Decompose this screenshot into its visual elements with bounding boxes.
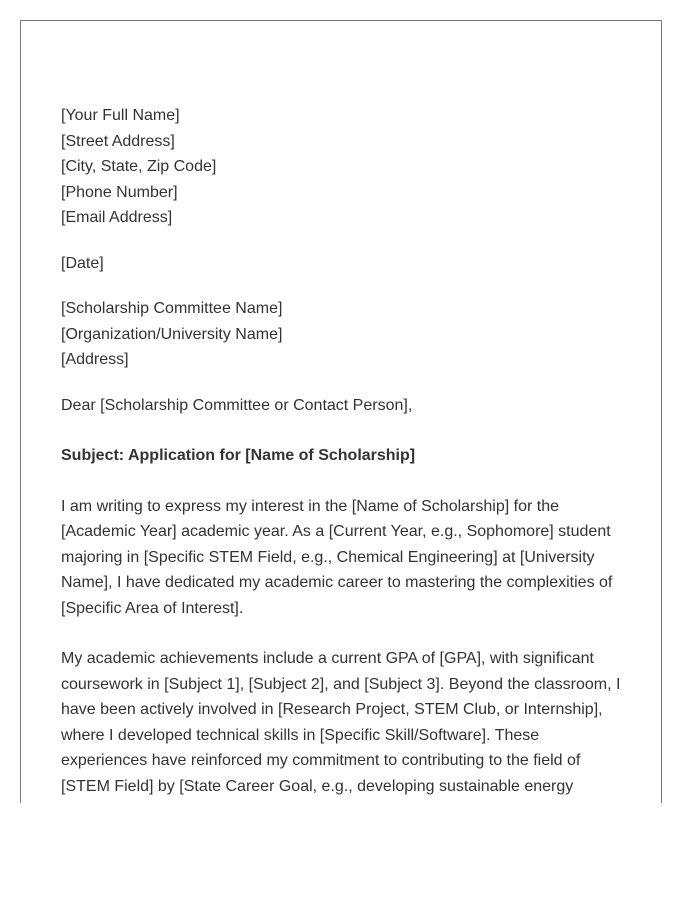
recipient-committee: [Scholarship Committee Name]: [61, 300, 283, 317]
body-paragraph-1: I am writing to express my interest in the [Name of Scholarship] for the [Academic Year] academic year. As a [Current Year, e.g., Sophomore] student majoring in [Specific STEM Field, e.g., Chemical Engineering] at [University Name], I have dedicated my academic career to mastering the complexities of [Specific Area of Interest].: [61, 497, 613, 617]
date-block: [61, 251, 628, 277]
sender-phone: [Phone Number]: [61, 183, 178, 201]
recipient-address: [Address]: [61, 351, 129, 368]
subject-line: Subject: Application for [Name of Scholarship]: [61, 447, 416, 464]
recipient-organization: [Organization/University Name]: [61, 325, 283, 343]
sender-email: [Email Address]: [61, 209, 173, 226]
sender-street: [Street Address]: [61, 132, 175, 150]
body-paragraph-2: My academic achievements include a current GPA of [GPA], with significant coursework in [Subject 1], [Subject 2], and [Subject 3]. Beyond the classroom, I have been actively involved in [Research Project, STEM Club, or Internship], where I developed technical skills in [Specific Skill/Software]. These experiences have reinforced my commitment to contributing to the field of [STEM Field] by [State Career Goal, e.g., developing sustainable energy: [61, 650, 621, 795]
letter-date: [Date]: [61, 254, 104, 272]
salutation: Dear [Scholarship Committee or Contact Person],: [61, 396, 413, 414]
sender-name: [Your Full Name]: [61, 107, 180, 124]
letter-page: [20, 20, 662, 803]
letter-content: [61, 103, 628, 799]
sender-block: [61, 103, 628, 231]
sender-city-state-zip: [City, State, Zip Code]: [61, 158, 217, 175]
salutation-block: [61, 393, 628, 419]
recipient-block: [61, 296, 628, 373]
